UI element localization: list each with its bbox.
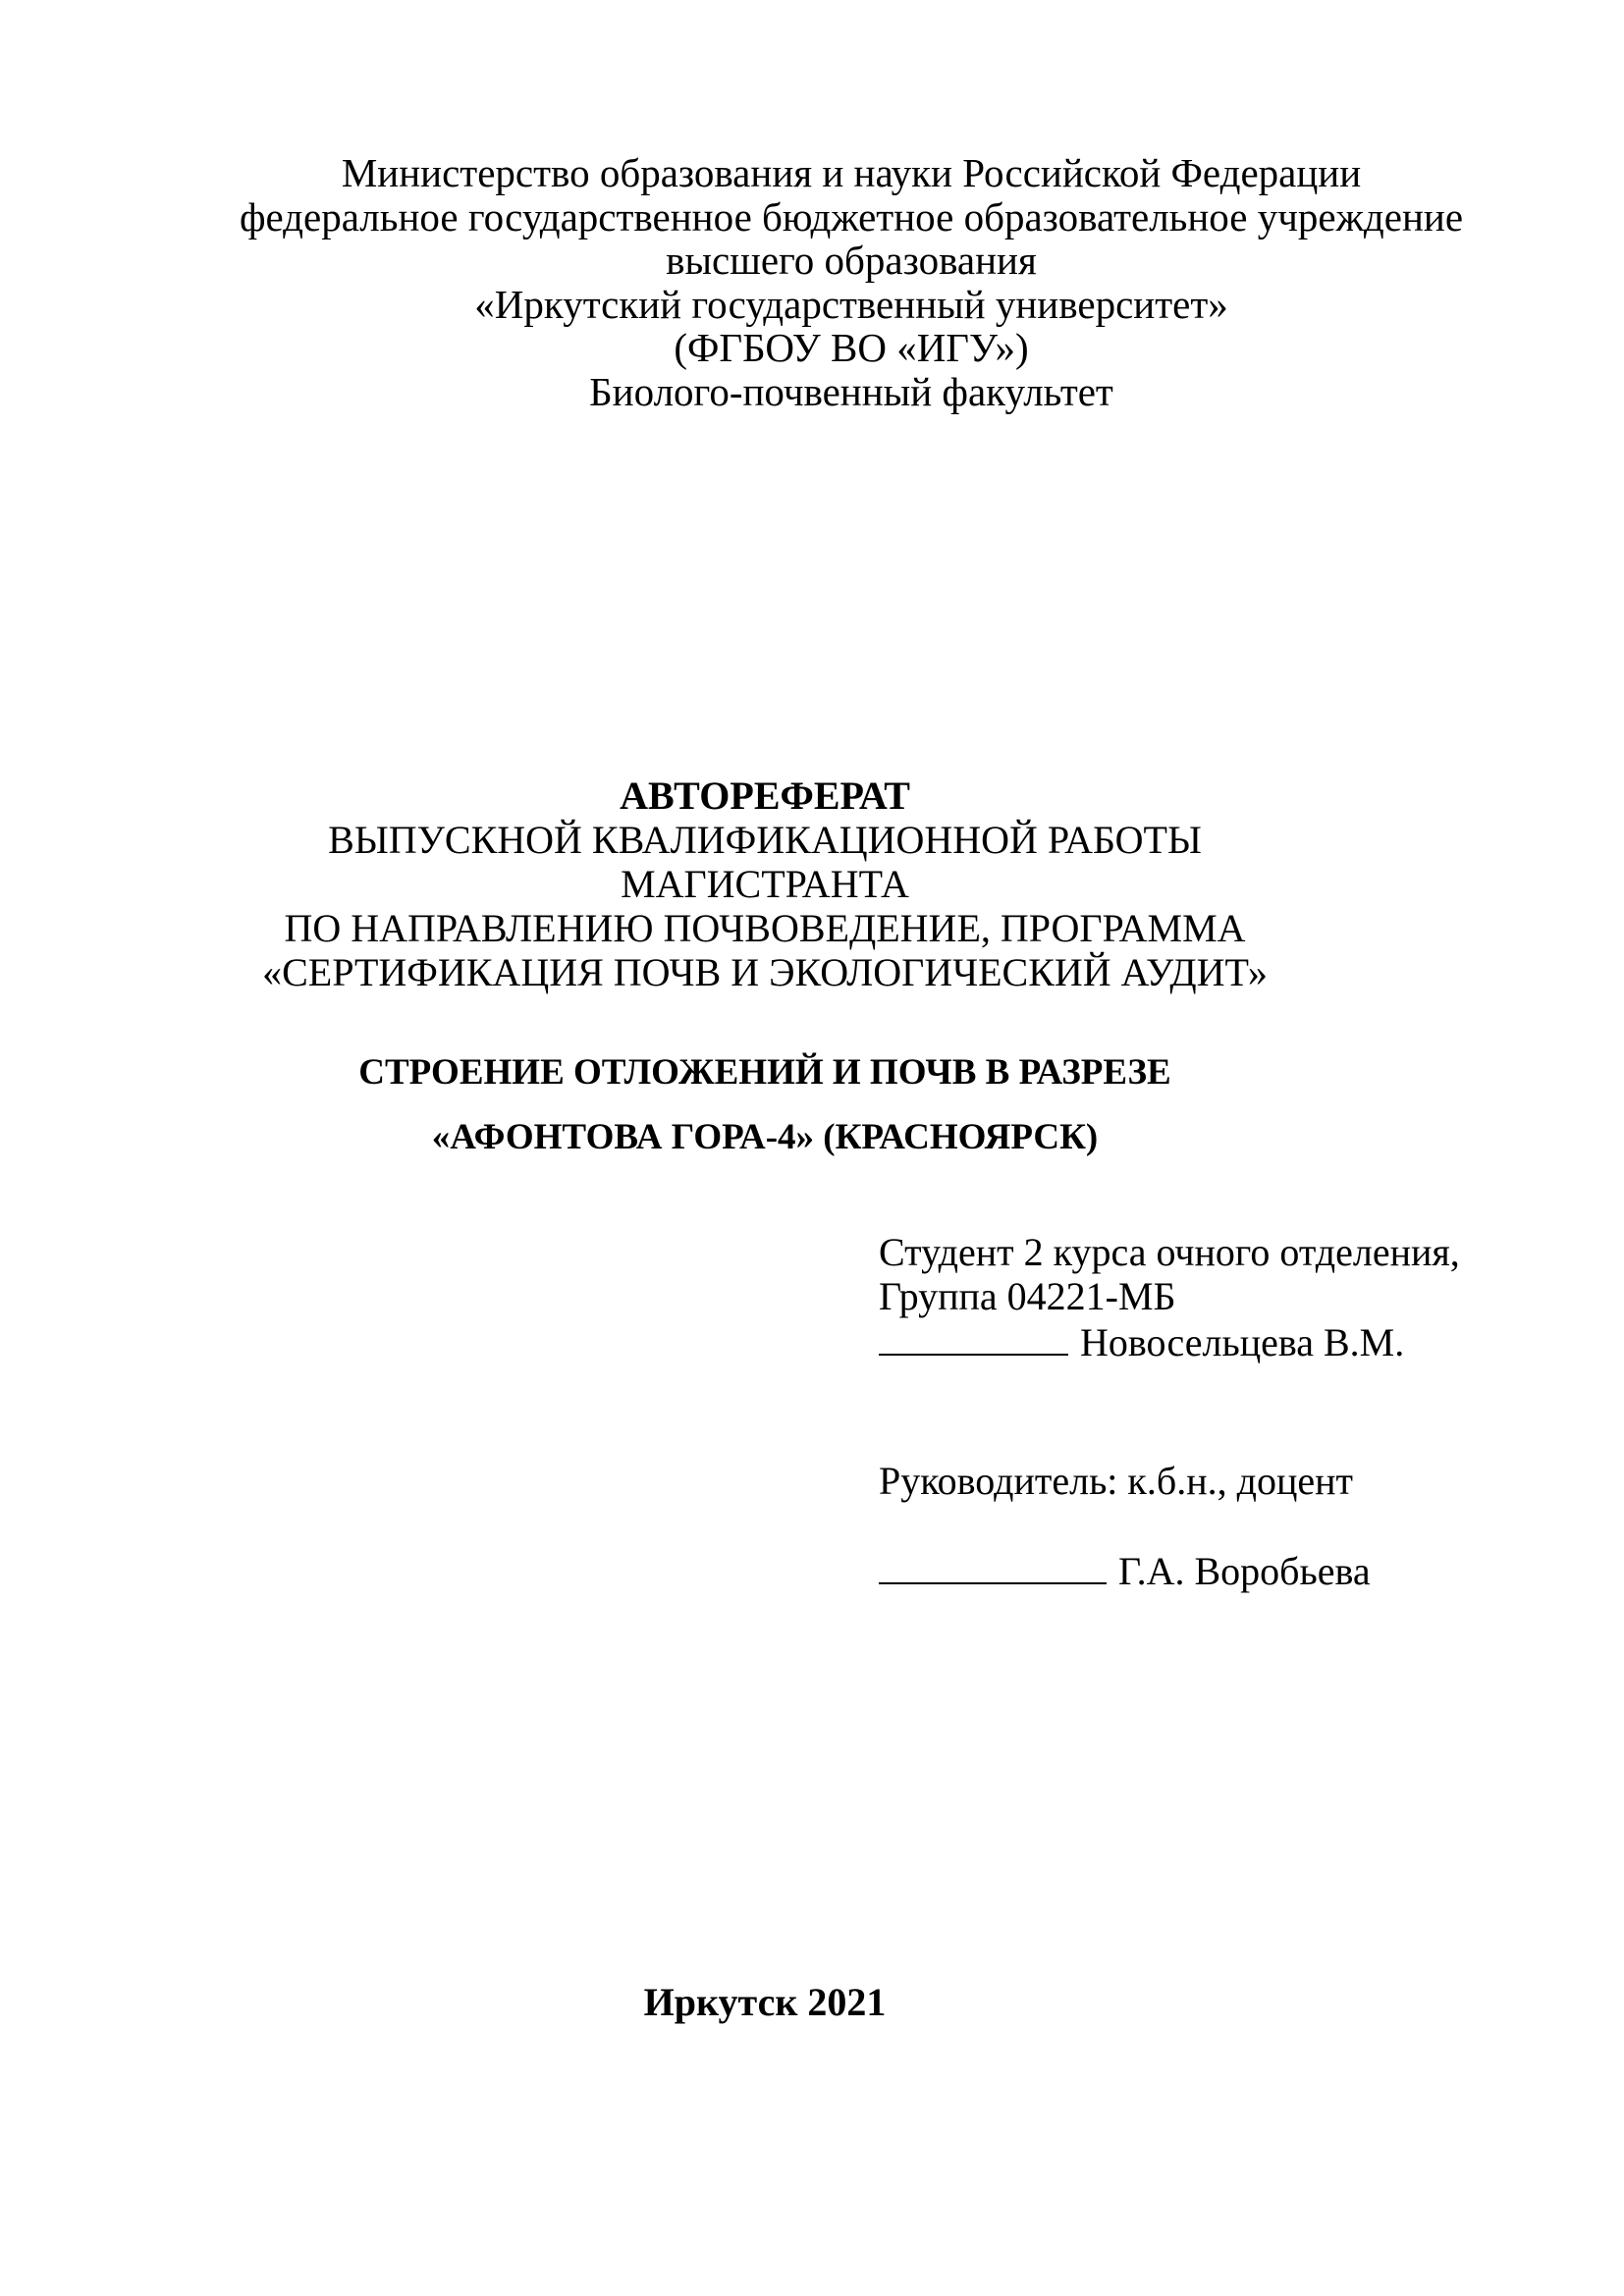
city-year: Иркутск 2021 [643, 1980, 887, 2024]
advisor-role: Руководитель: к.б.н., доцент [879, 1459, 1354, 1503]
university-abbr-line: (ФГБОУ ВО «ИГУ») [674, 325, 1029, 370]
advisor-signature-line [879, 1547, 1107, 1584]
document-title [0, 774, 1577, 994]
topic-line: «АФОНТОВА ГОРА-4» (КРАСНОЯРСК) [431, 1117, 1099, 1157]
institution-header [39, 151, 1624, 413]
student-signature-row [879, 1318, 1460, 1364]
faculty-line: Биолого-почвенный факультет [589, 368, 1113, 414]
student-signature-line [879, 1318, 1068, 1356]
institution-type-line: федеральное государственное бюджетное образовательное учреждение [239, 193, 1464, 240]
title-line: ПО НАПРАВЛЕНИЮ ПОЧВОВЕДЕНИЕ, ПРОГРАММА [284, 906, 1246, 950]
ministry-line: Министерство образования и науки Российской Федерации [341, 150, 1362, 195]
student-name: Новосельцева В.М. [1080, 1320, 1405, 1364]
advisor-signature-row [879, 1547, 1371, 1593]
topic-line: СТРОЕНИЕ ОТЛОЖЕНИЙ И ПОЧВ В РАЗРЕЗЕ [358, 1052, 1171, 1093]
title-heading: АВТОРЕФЕРАТ [620, 774, 910, 818]
title-line: ВЫПУСКНОЙ КВАЛИФИКАЦИОННОЙ РАБОТЫ [328, 818, 1202, 862]
student-block [879, 1230, 1460, 1364]
thesis-topic [0, 1041, 1577, 1170]
title-line: «СЕРТИФИКАЦИЯ ПОЧВ И ЭКОЛОГИЧЕСКИЙ АУДИТ» [262, 950, 1268, 994]
title-line: МАГИСТРАНТА [621, 862, 909, 906]
advisor-name: Г.А. Воробьева [1118, 1549, 1371, 1593]
university-name-line: «Иркутский государственный университет» [474, 281, 1228, 327]
education-level-line: высшего образования [666, 238, 1037, 283]
student-course: Студент 2 курса очного отделения, [879, 1230, 1460, 1274]
student-group: Группа 04221-МБ [879, 1274, 1176, 1318]
